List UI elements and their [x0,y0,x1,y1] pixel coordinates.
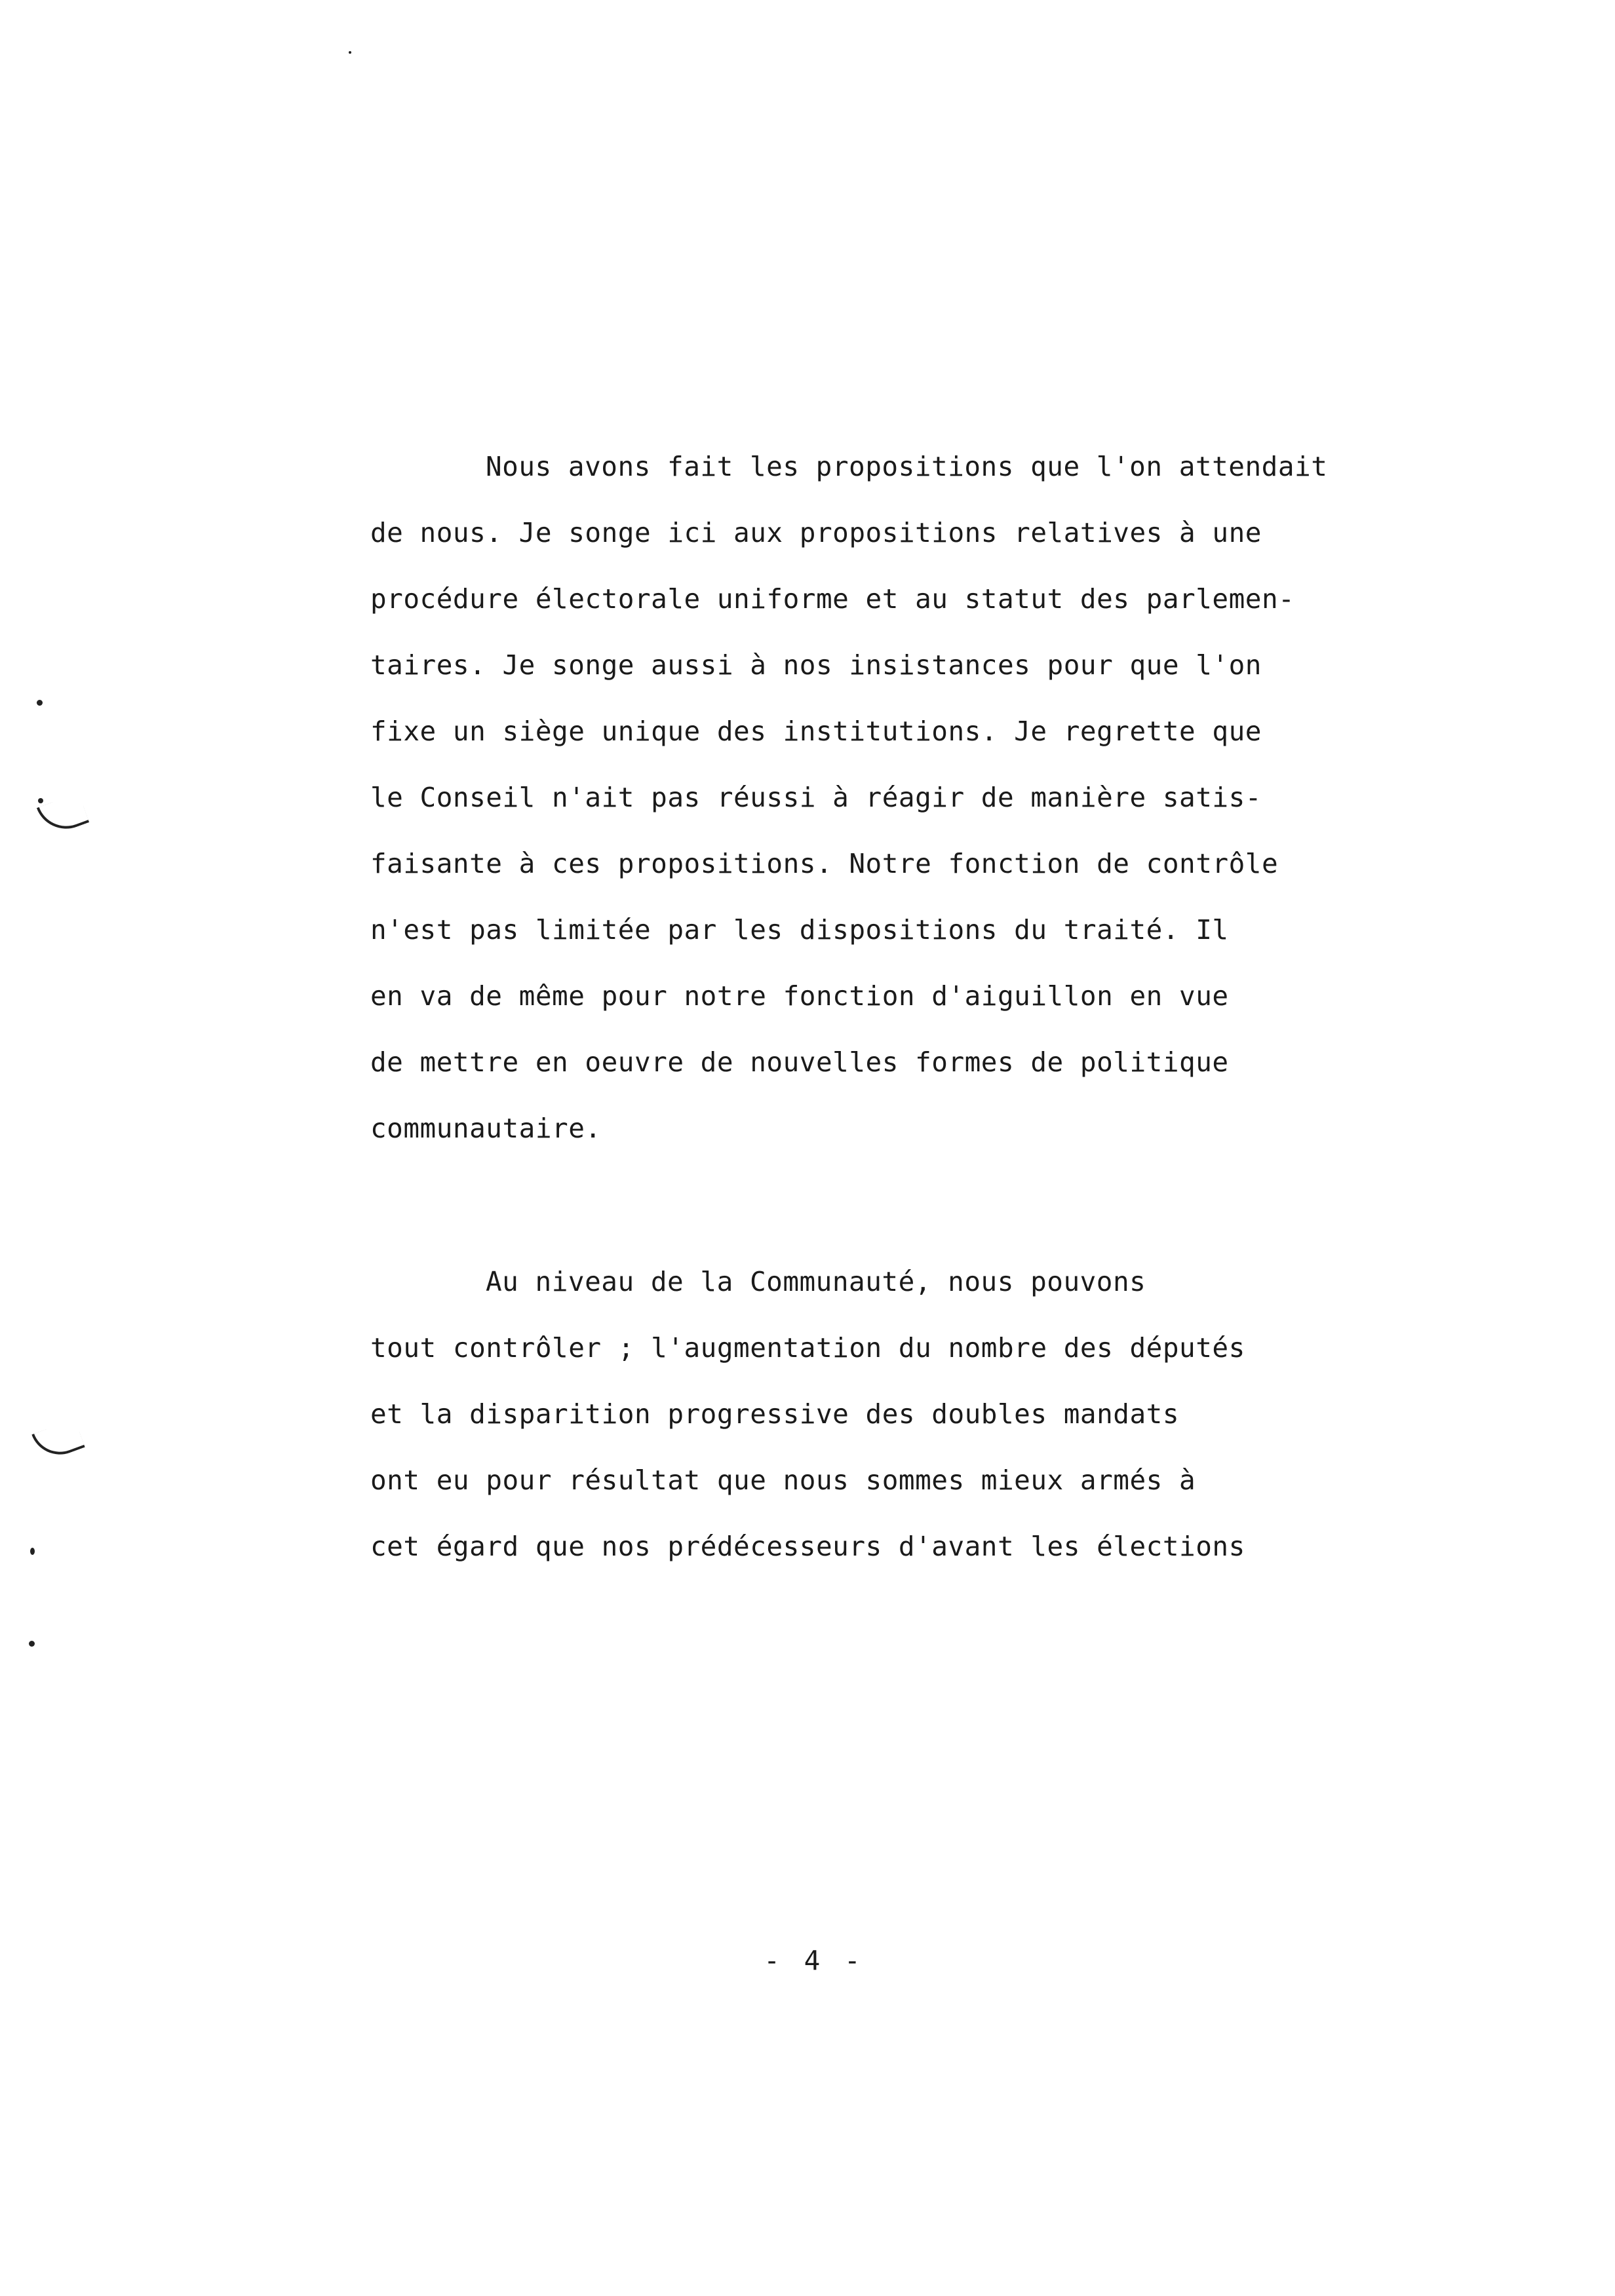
scan-mark-dot [38,798,43,803]
text-line: de nous. Je songe ici aux propositions relatives à une [370,517,1262,548]
scan-mark-dot [349,51,351,54]
scan-mark-dot [37,700,43,706]
text-line: le Conseil n'ait pas réussi à réagir de manière satis- [370,782,1262,813]
text-line: taires. Je songe aussi à nos insistances pour que l'on [370,649,1262,681]
text-line: et la disparition progressive des doubles mandats [370,1398,1180,1430]
text-line: faisante à ces propositions. Notre fonction de contrôle [370,848,1279,879]
text-line: de mettre en oeuvre de nouvelles formes de politique [370,1046,1229,1078]
text-line: procédure électorale uniforme et au statut des parlemen- [370,583,1295,615]
text-line: cet égard que nos prédécesseurs d'avant les élections [370,1531,1245,1562]
scan-mark-hook [31,1419,85,1463]
text-line: Nous avons fait les propositions que l'on attendait [486,451,1328,482]
scan-mark-hook [37,793,89,837]
paragraph-1 [370,434,1340,1162]
text-line: ont eu pour résultat que nous sommes mieux armés à [370,1464,1196,1496]
text-line: n'est pas limitée par les dispositions du traité. Il [370,914,1229,946]
text-line: communautaire. [370,1113,602,1144]
scan-mark-dot [30,1548,35,1555]
page-number: - 4 - [764,1945,865,1976]
text-line: fixe un siège unique des institutions. Je regrette que [370,716,1262,747]
text-line: tout contrôler ; l'augmentation du nombre des députés [370,1332,1245,1364]
scan-mark-dot [29,1641,35,1647]
text-line: en va de même pour notre fonction d'aiguillon en vue [370,980,1229,1012]
paragraph-2 [370,1249,1340,1580]
text-line: Au niveau de la Communauté, nous pouvons [486,1266,1146,1297]
